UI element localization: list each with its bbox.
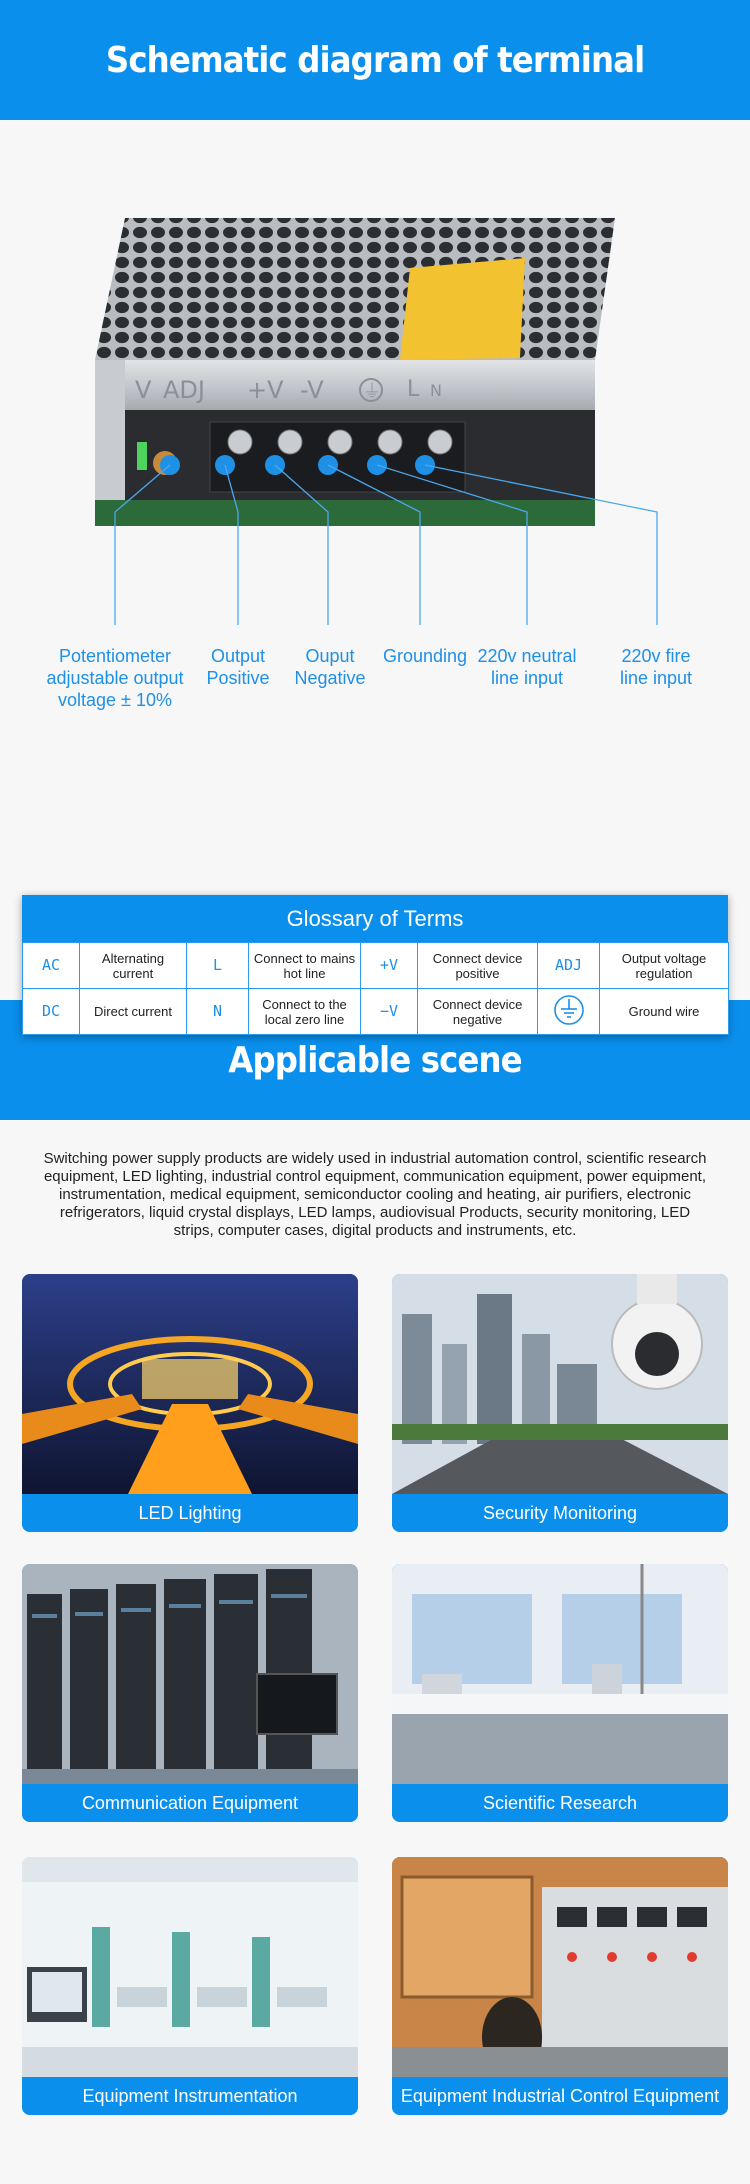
pot-marker-dot	[160, 455, 180, 475]
glossary-symbol: AC	[23, 943, 80, 989]
scene-caption: Equipment Industrial Control Equipment	[392, 2077, 728, 2115]
glossary-title: Glossary of Terms	[22, 895, 728, 942]
power-supply-illustration	[95, 210, 625, 540]
warning-label-sticker	[400, 258, 525, 360]
glossary-symbol: N	[187, 989, 249, 1035]
communication-equipment-photo	[22, 1564, 358, 1784]
scene-caption: LED Lighting	[22, 1494, 358, 1532]
scene-card-equipment-instrumentation	[22, 1857, 358, 2115]
ground-icon	[552, 993, 586, 1027]
label-fire-input: 220v fire line input	[619, 646, 693, 688]
glossary-meaning: Connect device negative	[418, 989, 538, 1035]
industrial-control-photo	[392, 1857, 728, 2077]
glossary-meaning: Output voltage regulation	[600, 943, 729, 989]
glossary-meaning: Connect to mains hot line	[249, 943, 361, 989]
scene-caption: Communication Equipment	[22, 1784, 358, 1822]
label-grounding: Grounding	[382, 646, 468, 666]
led-lighting-photo	[22, 1274, 358, 1494]
label-neutral-input: 220v neutral line input	[477, 646, 577, 688]
ground-symbol-cell	[538, 989, 600, 1035]
fire-marker-dot	[415, 455, 435, 475]
glossary-meaning: Connect to the local zero line	[249, 989, 361, 1035]
plus-v-marker-dot	[215, 455, 235, 475]
glossary-symbol: +V	[361, 943, 418, 989]
scene-caption: Equipment Instrumentation	[22, 2077, 358, 2115]
panel-marking-minus-v: -V	[300, 376, 324, 404]
glossary-meaning: Connect device positive	[418, 943, 538, 989]
glossary-symbol: −V	[361, 989, 418, 1035]
scene-card-communication-equipment	[22, 1564, 358, 1822]
glossary-symbol: ADJ	[538, 943, 600, 989]
minus-v-marker-dot	[265, 455, 285, 475]
glossary-meaning: Ground wire	[600, 989, 729, 1035]
panel-marking-adj: ADJ	[163, 376, 205, 404]
terminal-diagram-banner	[0, 0, 750, 120]
glossary-meaning: Direct current	[80, 989, 187, 1035]
panel-marking-v: V	[135, 376, 152, 404]
ground-marker-dot	[318, 455, 338, 475]
security-monitoring-photo	[392, 1274, 728, 1494]
equipment-instrumentation-photo	[22, 1857, 358, 2077]
scene-caption: Scientific Research	[392, 1784, 728, 1822]
scene-card-led-lighting	[22, 1274, 358, 1532]
scientific-research-photo	[392, 1564, 728, 1784]
scene-card-security-monitoring	[392, 1274, 728, 1532]
neutral-marker-dot	[367, 455, 387, 475]
applicable-scene-section	[0, 1120, 750, 2184]
glossary-row	[23, 989, 729, 1035]
glossary-symbol: DC	[23, 989, 80, 1035]
glossary-row	[23, 943, 729, 989]
label-output-negative: Ouput Negative	[294, 646, 366, 688]
terminal-diagram-section	[0, 120, 750, 1027]
glossary-symbol: L	[187, 943, 249, 989]
applications-intro: Switching power supply products are widely used in industrial automation control, scientific research equipment, LED lighting, industrial control equipment, communication equipment, power equipment, instrumentation, medical equipment, semiconductor cooling and heating, air purifiers, electronic refrigerators, liquid crystal displays, LED lamps, audiovisual Products, security monitoring, LED strips, computer cases, digital products and instruments, etc.	[43, 1150, 707, 1239]
applicable-scene-title: Applicable scene	[228, 1039, 522, 1081]
terminal-labels	[0, 645, 750, 735]
scene-card-scientific-research	[392, 1564, 728, 1822]
label-potentiometer: Potentiometer adjustable output voltage ± 10%	[46, 646, 184, 710]
panel-marking-l: L	[407, 377, 420, 402]
glossary-table	[22, 895, 728, 1035]
glossary-meaning: Alternating current	[80, 943, 187, 989]
scene-card-industrial-control	[392, 1857, 728, 2115]
label-output-positive: Output Positive	[206, 646, 270, 688]
scene-caption: Security Monitoring	[392, 1494, 728, 1532]
terminal-diagram-title: Schematic diagram of terminal	[105, 39, 645, 81]
panel-marking-ground: ⏚	[363, 381, 381, 402]
panel-marking-plus-v: +V	[247, 376, 284, 404]
panel-marking-n: N	[430, 381, 442, 400]
